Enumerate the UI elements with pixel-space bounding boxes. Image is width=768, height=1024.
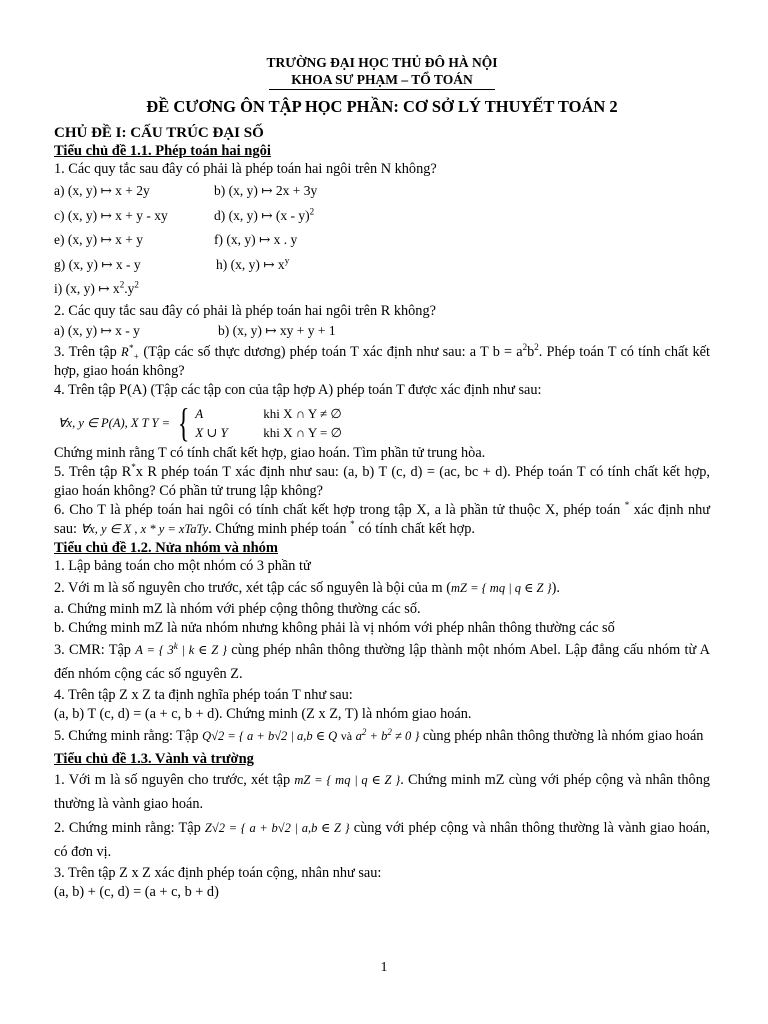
question-1-2-2b: b. Chứng minh mZ là nửa nhóm nhưng không phải là vị nhóm với phép nhân thông thường các số: [54, 619, 615, 636]
powers-formula-exp: k: [173, 640, 178, 651]
question-1-3-1: [54, 768, 710, 816]
option-f: f) (x, y) ↦ x . y: [214, 232, 298, 247]
question-1-2-5: [54, 724, 710, 748]
set-r: R: [120, 344, 129, 359]
positive-reals-symbol: [120, 342, 140, 361]
option-i-exponent-1: 2: [119, 279, 125, 290]
question-1-1-4: 4. Trên tập P(A) (Tập các tập con của tập hợp A) phép toán T được xác định như sau:: [54, 381, 542, 398]
option-i: [54, 277, 139, 301]
piecewise-lhs: ∀x, y ∈ P(A), X T Y =: [58, 415, 171, 430]
cond-b-exp: 2: [387, 726, 392, 737]
question-1-3-3: 3. Trên tập Z x Z xác định phép toán cộng, nhân như sau:: [54, 864, 382, 881]
powers-formula-start: A = { 3: [135, 642, 174, 657]
question-1-2-4b: (a, b) T (c, d) = (a + c, b + d). Chứng minh (Z x Z, T) là nhóm giao hoán.: [54, 705, 472, 722]
q12-5-prefix: 5. Chứng minh rằng: Tập: [54, 727, 199, 744]
q6-rest-prefix: . Chứng minh phép toán: [208, 520, 347, 537]
option-h: [216, 253, 289, 277]
q3-prefix: 3. Trên tập: [54, 343, 117, 360]
q6-star-2: *: [350, 518, 355, 529]
option-d: [214, 204, 314, 228]
question-1-2-2: 2. Với m là số nguyên cho trước, xét tập các số nguyên là bội của m (mZ = { mq | q ∈ Z }).: [54, 579, 560, 596]
option-row-ef: [54, 228, 710, 253]
question-1-3-3b: (a, b) + (c, d) = (a + c, b + d): [54, 883, 219, 900]
question-1-3-2: [54, 816, 710, 864]
q13-2-prefix: 2. Chứng minh rằng: Tập: [54, 819, 201, 836]
z-sqrt2-formula: Z√2 = { a + b√2 | a,b ∈ Z }: [204, 820, 350, 835]
option-e: e) (x, y) ↦ x + y: [54, 232, 144, 247]
q6-star-1: *: [624, 499, 630, 510]
q5-star: *: [131, 461, 136, 472]
q12-3-prefix: 3. CMR: Tập: [54, 641, 131, 658]
case-1-condition: khi X ∩ Y ≠ ∅: [263, 405, 342, 421]
chapter-heading: CHỦ ĐỀ I: CẤU TRÚC ĐẠI SỐ: [54, 125, 264, 141]
q13-1-text: . Chứng minh mZ cùng với phép cộng và nhân thông thường là vành giao hoán.: [54, 771, 710, 812]
cond-end: ≠ 0 }: [391, 728, 420, 743]
cond-a: a: [355, 728, 362, 743]
option-i-text: i) (x, y) ↦ x: [54, 281, 120, 296]
option-i-mid: .y: [124, 281, 135, 296]
q5-prefix: 5. Trên tập R: [54, 463, 132, 480]
q3-text: (Tập các số thực dương) phép toán T xác định như sau: a T b = a: [143, 343, 523, 360]
option-h-exponent: y: [284, 255, 290, 265]
q5-text: x R phép toán T xác định như sau: (a, b) T (c, d) = (ac, bc + d). Phép toán T có tính chất kết hợp, giao hoán không? Có phần tử trung lập không?: [54, 463, 710, 499]
q12-2-prefix: 2. Với m là số nguyên cho trước, xét tập các số nguyên là bội của m: [54, 579, 443, 596]
option-a: a) (x, y) ↦ x + 2y: [54, 183, 150, 198]
q3-exp-b: 2: [534, 341, 539, 352]
q13-2-text: cùng với phép cộng và nhân thông thường là vành giao hoán, có đơn vị.: [54, 819, 710, 860]
q6-mid: xác định như sau:: [54, 501, 711, 537]
question-1-2-3: [54, 638, 710, 686]
multiples-set-formula: mZ = { mq | q ∈ Z }: [451, 580, 552, 595]
option-row-i: [54, 277, 710, 302]
option-row-ab: [54, 179, 710, 204]
q6-formula: ∀x, y ∈ X , x * y = xTaTy: [80, 521, 209, 536]
question-1-1-3: [54, 343, 710, 381]
question-1-2-1: 1. Lập bảng toán cho một nhóm có 3 phần tử: [54, 557, 311, 574]
option-row-gh: [54, 253, 710, 278]
section-heading-1-3: Tiểu chủ đề 1.3. Vành và trường: [54, 750, 254, 767]
ring-multiples-formula: mZ = { mq | q ∈ Z }: [294, 772, 401, 787]
option-d-text: d) (x, y) ↦ (x - y): [214, 207, 310, 223]
option-2b: b) (x, y) ↦ xy + y + 1: [218, 322, 336, 338]
question-1-2-4: 4. Trên tập Z x Z ta định nghĩa phép toán T như sau:: [54, 686, 353, 703]
case-2-value: X ∪ Y: [195, 424, 228, 440]
question-1-1-2: 2. Các quy tắc sau đây có phải là phép toán hai ngôi trên R không?: [54, 302, 436, 319]
question-1-1-6: [54, 501, 710, 539]
powers-formula-end: | k ∈ Z }: [177, 642, 227, 657]
option-i-exponent-2: 2: [134, 279, 139, 290]
cond-b: + b: [366, 728, 388, 743]
cond-a-exp: 2: [361, 726, 367, 737]
option-h-text: h) (x, y) ↦ x: [216, 256, 285, 272]
piecewise-formula: [58, 399, 710, 445]
section-heading-1-2: Tiểu chủ đề 1.2. Nửa nhóm và nhóm: [54, 539, 278, 556]
option-b: b) (x, y) ↦ 2x + 3y: [214, 183, 318, 198]
q3-b: b: [527, 343, 535, 360]
header-rule: [269, 89, 495, 90]
case-1: [195, 404, 342, 423]
case-2-condition: khi X ∩ Y = ∅: [263, 424, 342, 440]
q13-1-prefix: 1. Với m là số nguyên cho trước, xét tập: [54, 771, 291, 788]
q12-2-post: ).: [551, 579, 560, 596]
page-number: 1: [380, 960, 388, 975]
option-c: c) (x, y) ↦ x + y - xy: [54, 207, 168, 223]
powers-of-three-formula: [135, 640, 227, 657]
q12-3-text: cùng phép nhân thông thường lập thành một nhóm Abel. Lập đẳng cấu nhóm từ A đến nhóm cộng các số nguyên Z.: [54, 641, 711, 682]
q3-rest: . Phép toán T có tính chất kết hợp, giao hoán không?: [54, 343, 710, 379]
q6-prefix: 6. Cho T là phép toán hai ngôi có tính chất kết hợp trong tập X, a là phần tử thuộc X, phép toán: [54, 501, 621, 518]
option-g: g) (x, y) ↦ x - y: [54, 256, 141, 272]
set-r-star: *: [128, 342, 134, 353]
question-1-1-4-prove: Chứng minh rằng T có tính chất kết hợp, giao hoán. Tìm phần tử trung hòa.: [54, 444, 486, 461]
option-2a: a) (x, y) ↦ x - y: [54, 322, 140, 338]
option-row-cd: [54, 204, 710, 229]
question-1-1-1: 1. Các quy tắc sau đây có phải là phép toán hai ngôi trên N không?: [54, 161, 437, 177]
nonzero-condition: [355, 726, 420, 743]
document-title: ĐỀ CƯƠNG ÔN TẬP HỌC PHẦN: CƠ SỞ LÝ THUYẾT TOÁN 2: [146, 97, 618, 116]
set-r-plus: +: [133, 351, 140, 361]
question-1-1-5: [54, 463, 710, 501]
document-header: [54, 54, 710, 90]
option-row-2ab: [54, 321, 710, 343]
left-brace-icon: {: [177, 399, 190, 445]
faculty-name: KHOA SƯ PHẠM – TỔ TOÁN: [291, 72, 473, 87]
option-d-exponent: 2: [309, 206, 315, 216]
case-1-value: A: [195, 405, 204, 421]
q12-5-text: cùng phép nhân thông thường là nhóm giao hoán: [422, 727, 704, 744]
q6-rest: có tính chất kết hợp.: [358, 520, 475, 537]
q-sqrt2-formula: Q√2 = { a + b√2 | a,b ∈ Q: [202, 728, 338, 743]
q3-exp-a: 2: [522, 341, 528, 352]
university-name: TRƯỜNG ĐẠI HỌC THỦ ĐÔ HÀ NỘI: [266, 55, 498, 70]
q12-5-and: và: [340, 728, 353, 743]
section-heading-1-1: Tiểu chủ đề 1.1. Phép toán hai ngôi: [54, 143, 271, 159]
case-2: [195, 423, 342, 442]
question-1-2-2a: a. Chứng minh mZ là nhóm với phép cộng thông thường các số.: [54, 600, 421, 617]
piecewise-cases: [195, 404, 342, 442]
